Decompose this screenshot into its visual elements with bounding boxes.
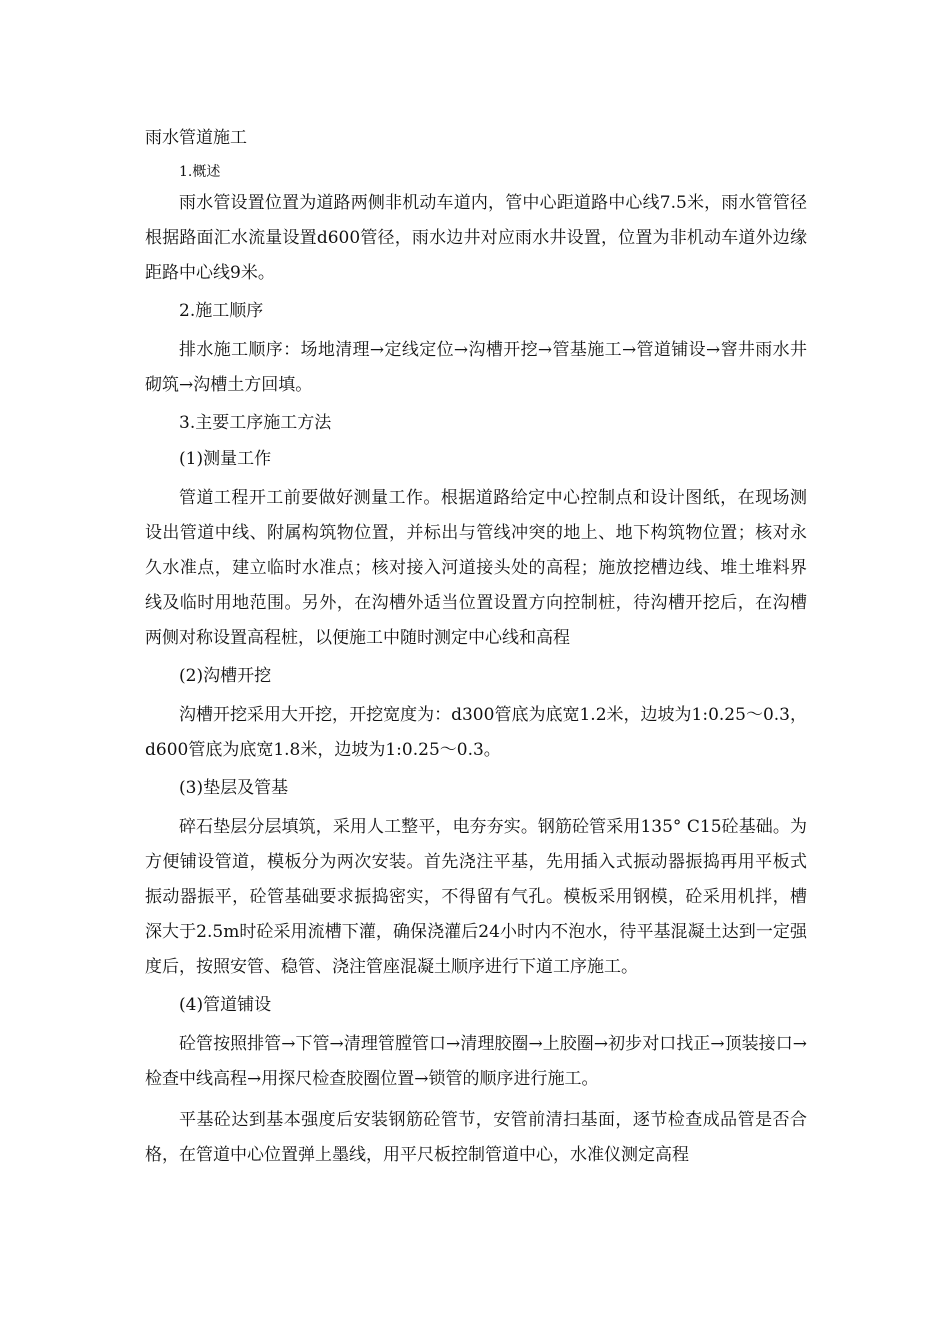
subsection-heading-trench: (2)沟槽开挖: [179, 666, 272, 686]
paragraph-pipe-installation: 平基砼达到基本强度后安装钢筋砼管节，安管前清扫基面，逐节检查成品管是否合格，在管道中心位置弹上墨线，用平尺板控制管道中心，水准仪测定高程: [145, 1110, 807, 1165]
paragraph-overview: 雨水管设置位置为道路两侧非机动车道内，管中心距道路中心线7.5米，雨水管管径根据路面汇水流量设置d600管径，雨水边井对应雨水井设置，位置为非机动车道外边缘距路中心线9米。: [145, 193, 807, 283]
document-body: [145, 186, 807, 1173]
subsection-heading-base: (3)垫层及管基: [179, 778, 289, 798]
subsection-heading-survey: (1)测量工作: [179, 449, 272, 469]
paragraph-base: 碎石垫层分层填筑，采用人工整平，电夯夯实。钢筋砼管采用135° C15砼基础。为方便铺设管道，模板分为两次安装。首先浇注平基，先用插入式振动器振捣再用平板式振动器振平，砼管基础要求振捣密实，不得留有气孔。模板采用钢模，砼采用机拌，槽深大于2.5m时砼采用流槽下灌，确保浇灌后24小时内不泡水，待平基混凝土达到一定强度后，按照安管、稳管、浇注管座混凝土顺序进行下道工序施工。: [145, 817, 807, 977]
subsection-heading-pipe-laying: (4)管道铺设: [179, 995, 272, 1015]
document-title: 雨水管道施工: [145, 128, 247, 148]
paragraph-pipe-laying: 砼管按照排管→下管→清理管膛管口→清理胶圈→上胶圈→初步对口找正→顶装接口→检查中线高程→用探尺检查胶圈位置→锁管的顺序进行施工。: [145, 1034, 807, 1089]
paragraph-trench: 沟槽开挖采用大开挖，开挖宽度为：d300管底为底宽1.2米，边坡为1:0.25～0.3，d600管底为底宽1.8米，边坡为1:0.25～0.3。: [145, 705, 807, 760]
paragraph-survey: 管道工程开工前要做好测量工作。根据道路给定中心控制点和设计图纸，在现场测设出管道中线、附属构筑物位置，并标出与管线冲突的地上、地下构筑物位置；核对永久水准点，建立临时水准点；核对接入河道接头处的高程；施放挖槽边线、堆土堆料界线及临时用地范围。另外，在沟槽外适当位置设置方向控制桩，待沟槽开挖后，在沟槽两侧对称设置高程桩，以便施工中随时测定中心线和高程: [145, 488, 807, 648]
paragraph-sequence: 排水施工顺序：场地清理→定线定位→沟槽开挖→管基施工→管道铺设→窨井雨水井砌筑→沟槽土方回填。: [145, 340, 807, 395]
section-heading-methods: 3.主要工序施工方法: [179, 413, 332, 433]
section-heading-sequence: 2.施工顺序: [179, 301, 264, 321]
section-heading-overview: 1.概述: [179, 164, 221, 180]
